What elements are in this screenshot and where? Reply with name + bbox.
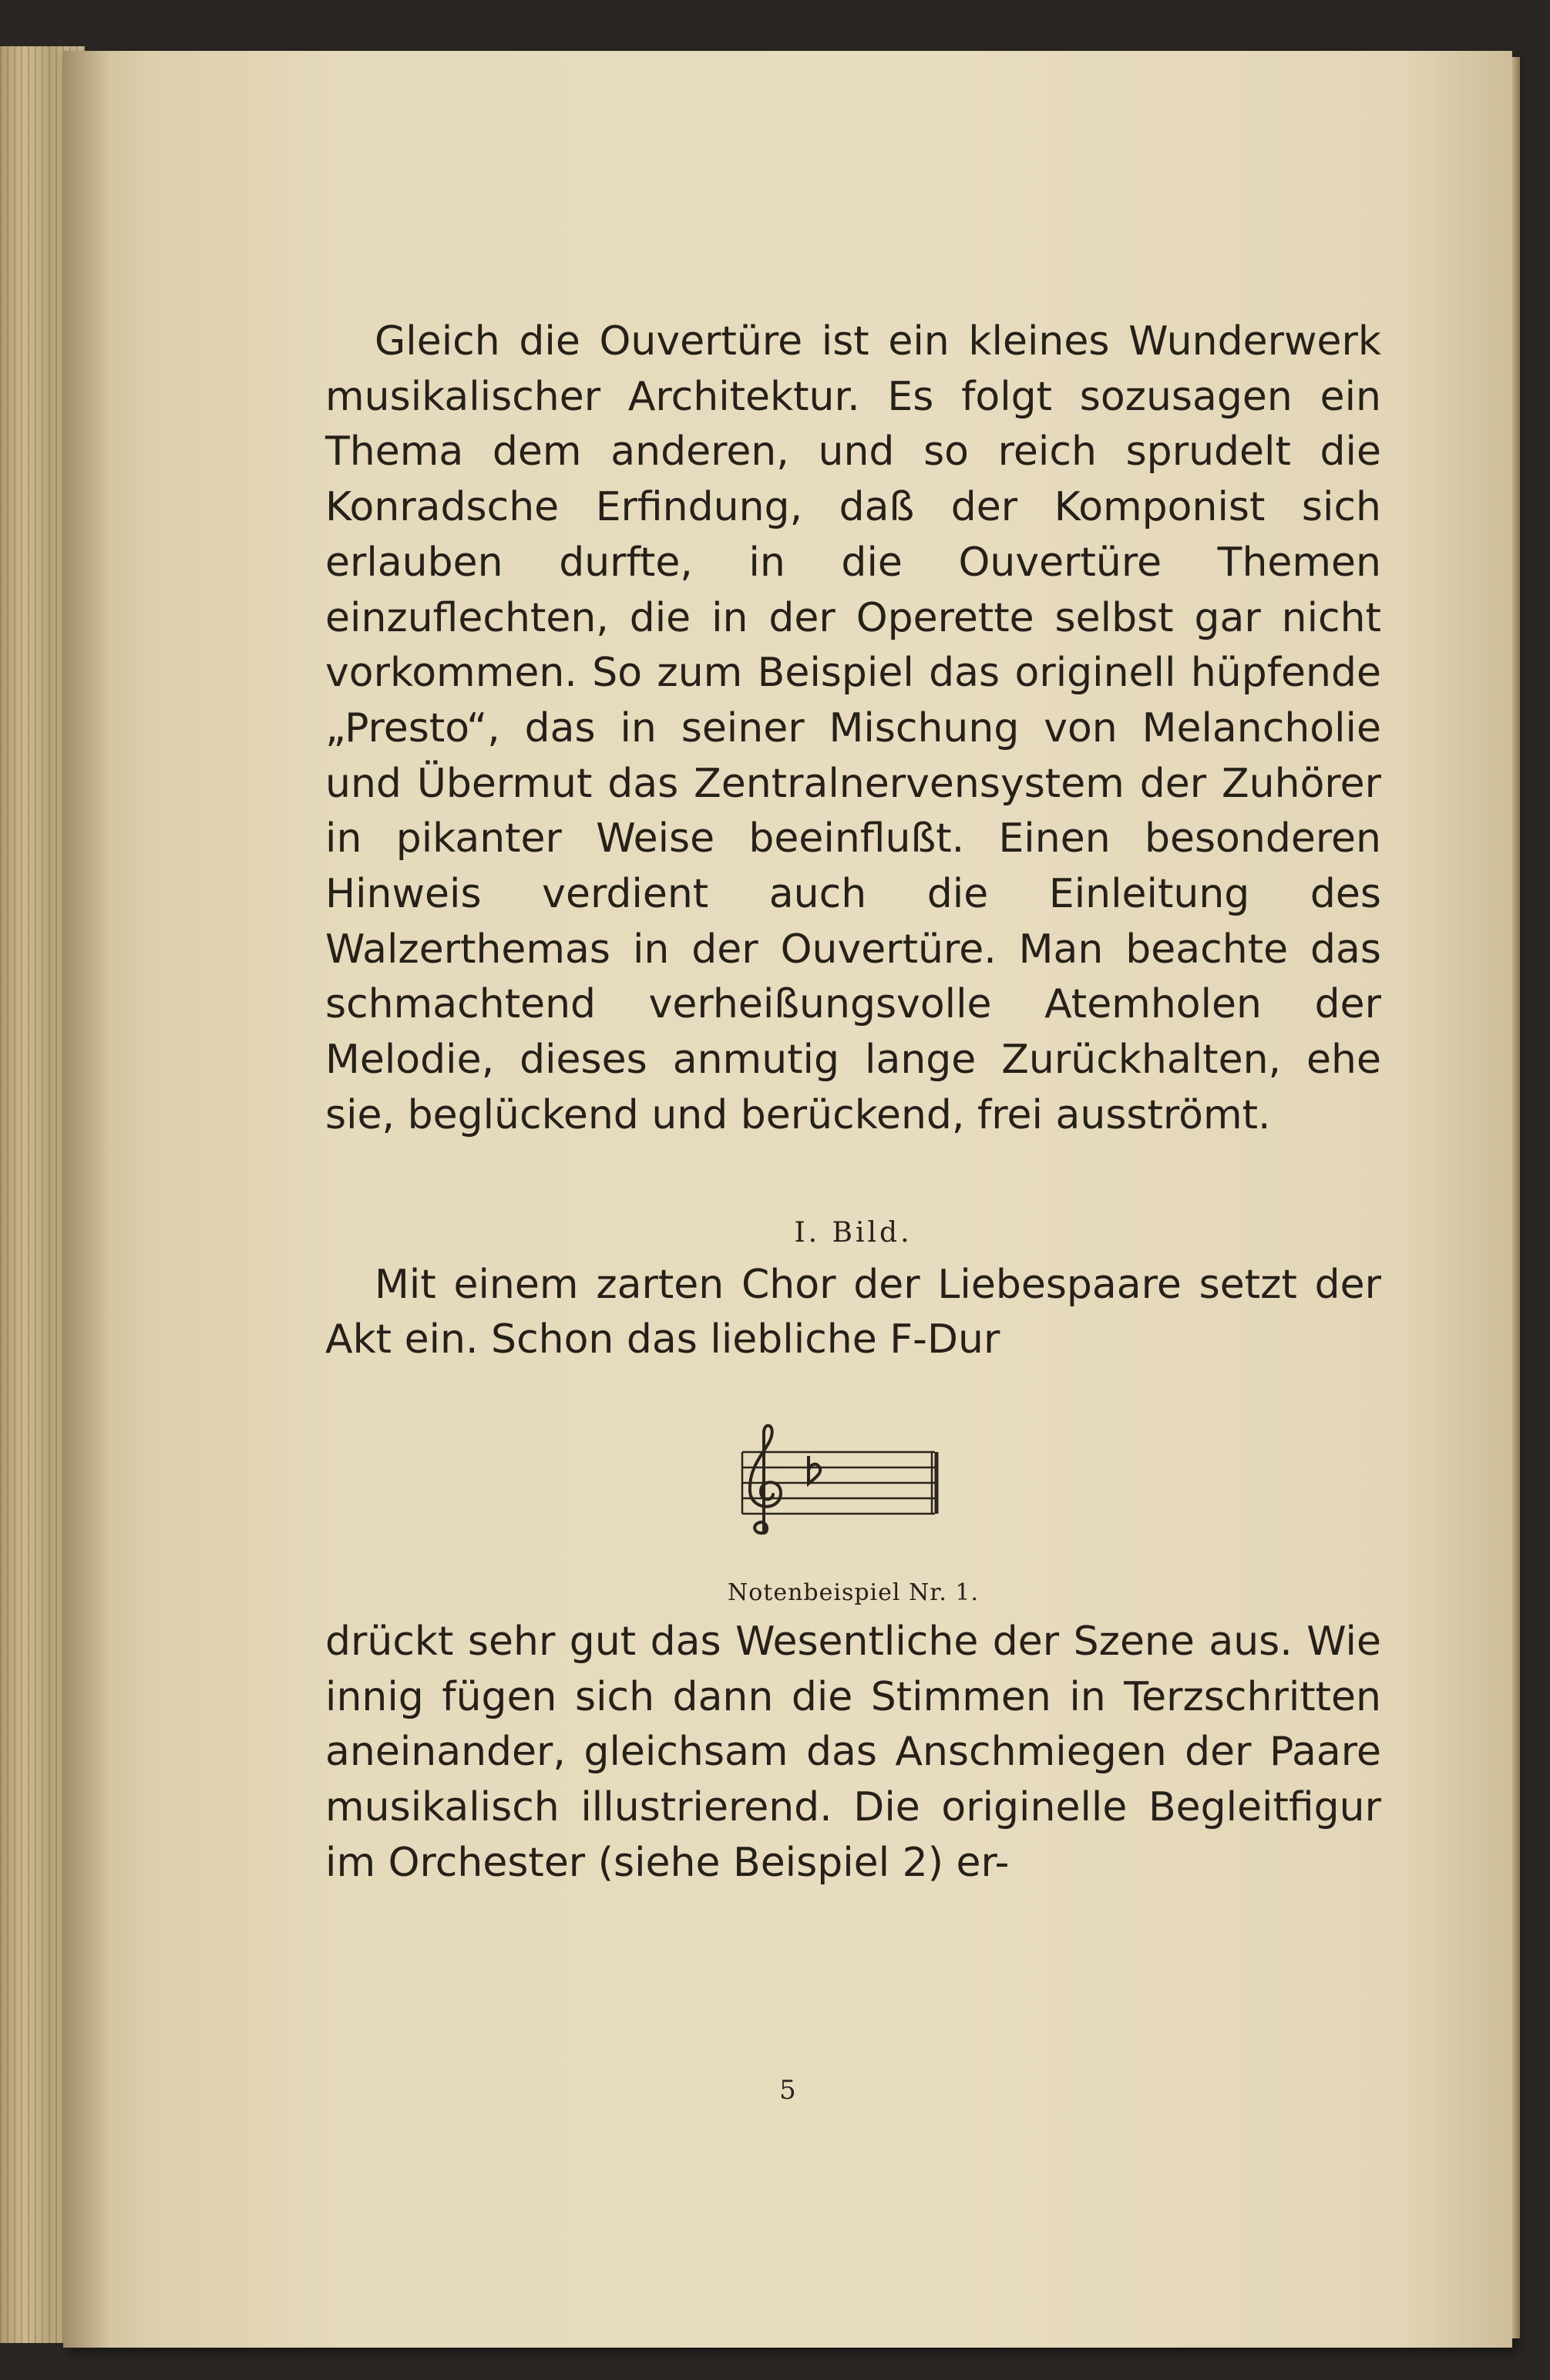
text-block — [325, 314, 1381, 1891]
paragraph-continuation: drückt sehr gut das Wesentliche der Szene aus. Wie innig fügen sich dann die Stimmen in Terzschritten aneinander, gleichsam das Anschmiegen der Paare musikalisch illustrierend. Die originelle Begleitfigur im Orchester (siehe Beispiel 2) er- — [325, 1618, 1381, 1886]
book-page — [63, 51, 1512, 2348]
music-notation-figure — [738, 1417, 969, 1541]
paragraph-intro: Gleich die Ouvertüre ist ein kleines Wunderwerk musikalischer Architektur. Es folgt sozusagen ein Thema dem anderen, und so reich sprudelt die Konradsche Erfindung, daß der Komponist sich erlauben durfte, in die Ouvertüre Themen einzuflechten, die in der Operette selbst gar nicht vorkommen. So zum Beispiel das originell hüpfende „Presto“, das in seiner Mischung von Melancholie und Übermut das Zentralnervensystem der Zuhörer in pikanter Weise beeinflußt. Einen besonderen Hinweis verdient auch die Einleitung des Walzerthemas in der Ouvertüre. Man beachte das schmachtend verheißungsvolle Atemholen der Melodie, dieses anmutig lange Zurückhalten, ehe sie, beglückend und berückend, frei ausströmt. — [325, 318, 1381, 1138]
page-number: 5 — [779, 2075, 796, 2106]
spine-shadow — [63, 51, 109, 2348]
paragraph-chorus: Mit einem zarten Chor der Liebespaare setzt der Akt ein. Schon das liebliche F-Dur — [325, 1261, 1381, 1363]
figure-caption: Notenbeispiel Nr. 1. — [727, 1578, 980, 1606]
section-heading: I. Bild. — [794, 1216, 913, 1249]
